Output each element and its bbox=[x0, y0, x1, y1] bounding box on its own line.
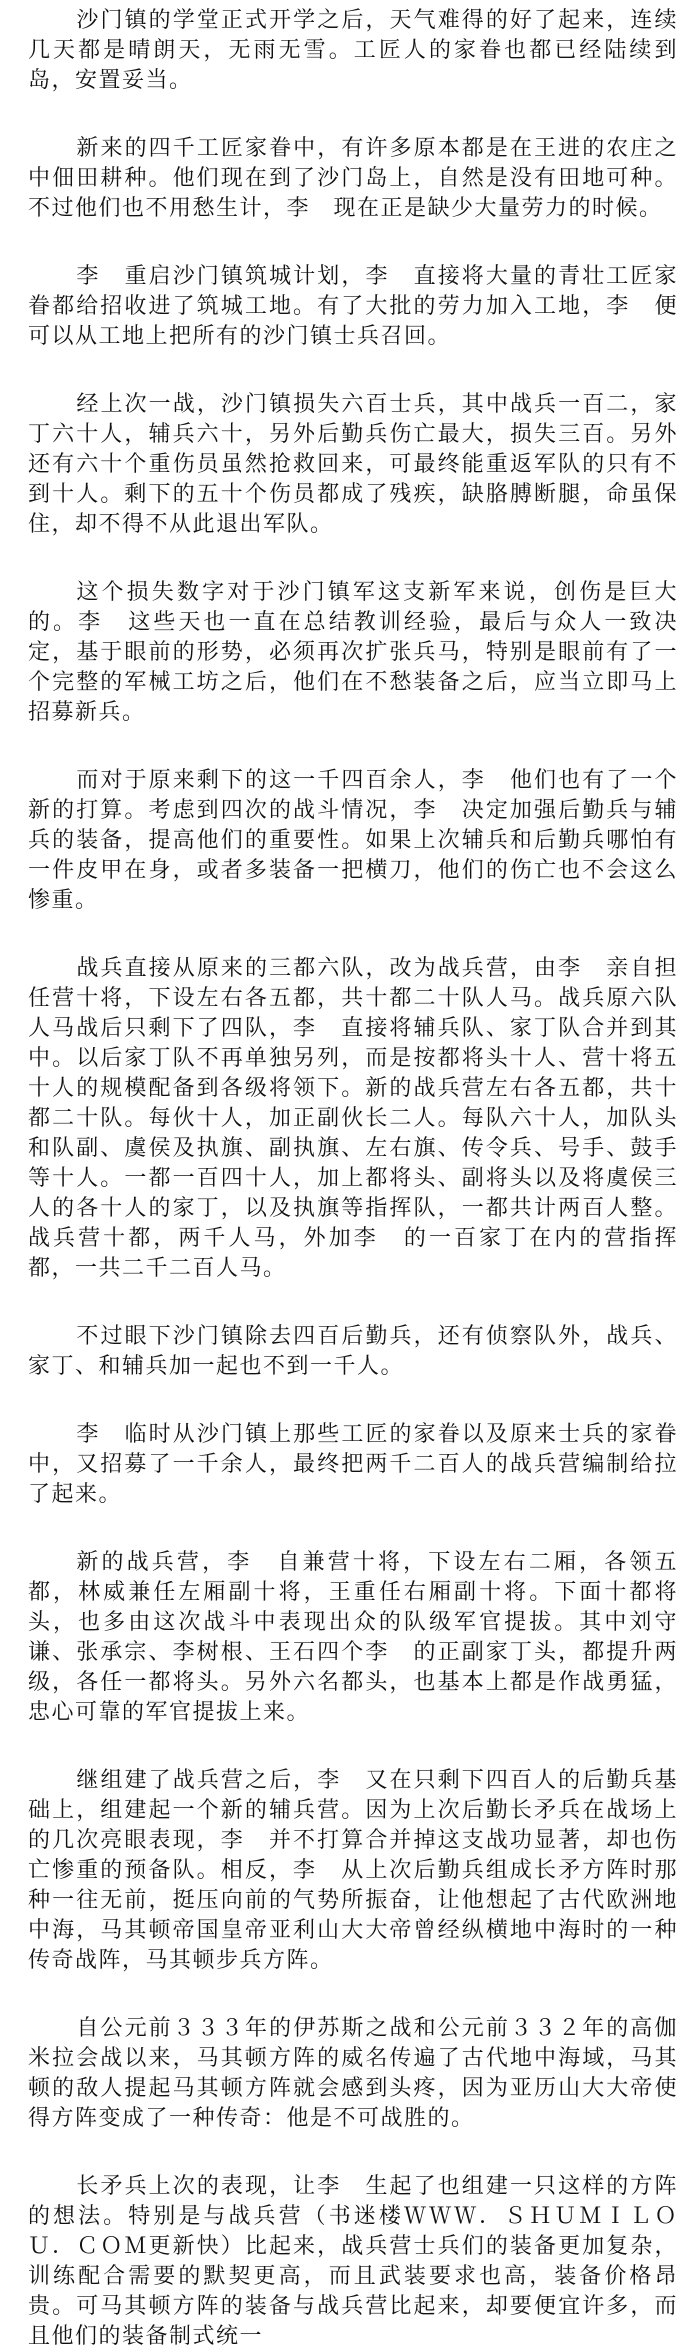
paragraph-10: 新的战兵营，李 自兼营十将，下设左右二厢，各领五都，林威兼任左厢副十将，王重任右厢副十将。下面十都将头，也多由这次战斗中表现出众的队级军官提拔。其中刘守谦、张承宗、李树根、王石四个李 的正副家丁头，都提升两级，各任一都将头。另外六名都头，也基本上都是作战勇猛，忠心可靠的军官提拔上来。 bbox=[28, 1550, 678, 1725]
paragraph-1: 沙门镇的学堂正式开学之后，天气难得的好了起来，连续几天都是晴朗天，无雨无雪。工匠人的家眷也都已经陆续到岛，安置妥当。 bbox=[28, 8, 678, 93]
paragraph-4: 经上次一战，沙门镇损失六百士兵，其中战兵一百二，家丁六十人，辅兵六十，另外后勤兵伤亡最大，损失三百。另外还有六十个重伤员虽然抢救回来，可最终能重返军队的只有不到十人。剩下的五十个伤员都成了残疾，缺胳膊断腿，命虽保住，却不得不从此退出军队。 bbox=[28, 392, 678, 537]
paragraph-8: 不过眼下沙门镇除去四百后勤兵，还有侦察队外，战兵、家丁、和辅兵加一起也不到一千人。 bbox=[28, 1324, 678, 1379]
paragraph-3: 李 重启沙门镇筑城计划，李 直接将大量的青壮工匠家眷都给招收进了筑城工地。有了大批的劳力加入工地，李 便可以从工地上把所有的沙门镇士兵召回。 bbox=[28, 264, 678, 349]
paragraph-6: 而对于原来剩下的这一千四百余人，李 他们也有了一个新的打算。考虑到四次的战斗情况，李 决定加强后勤兵与辅兵的装备，提高他们的重要性。如果上次辅兵和后勤兵哪怕有一件皮甲在身，或者多装备一把横刀，他们的伤亡也不会这么惨重。 bbox=[28, 768, 678, 913]
paragraph-13: 长矛兵上次的表现，让李 生起了也组建一只这样的方阵的想法。特别是与战兵营（书迷楼ＷＷＷ．ＳＨＵＭＩＬＯＵ．ＣＯＭ更新快）比起来，战兵营士兵们的装备更加复杂，训练配合需要的默契更高，而且武装要求也高，装备价格昂贵。可马其顿方阵的装备与战兵营比起来，却要便宜许多，而且他们的装备制式统一 bbox=[28, 2174, 678, 2349]
paragraph-7: 战兵直接从原来的三都六队，改为战兵营，由李 亲自担任营十将，下设左右各五都，共十都二十队人马。战兵原六队人马战后只剩下了四队，李 直接将辅兵队、家丁队合并到其中。以后家丁队不再单独另列，而是按都将头十人、营十将五十人的规模配备到各级将领下。新的战兵营左右各五都，共十都二十队。每伙十人，加正副伙长二人。每队六十人，加队头和队副、虞侯及执旗、副执旗、左右旗、传令兵、号手、鼓手等十人。一都一百四十人，加上都将头、副将头以及将虞侯三人的各十人的家丁，以及执旗等指挥队，一都共计两百人整。战兵营十都，两千人马，外加李 的一百家丁在内的营指挥都，一共二千二百人马。 bbox=[28, 956, 678, 1281]
paragraph-2: 新来的四千工匠家眷中，有许多原本都是在王进的农庄之中佃田耕种。他们现在到了沙门岛上，自然是没有田地可种。不过他们也不用愁生计，李 现在正是缺少大量劳力的时候。 bbox=[28, 136, 678, 221]
paragraph-12: 自公元前３３３年的伊苏斯之战和公元前３３２年的高伽米拉会战以来，马其顿方阵的威名传遍了古代地中海域，马其顿的敌人提起马其顿方阵就会感到头疼，因为亚历山大大帝使得方阵变成了一种传奇：他是不可战胜的。 bbox=[28, 2016, 678, 2131]
paragraph-5: 这个损失数字对于沙门镇军这支新军来说，创伤是巨大的。李 这些天也一直在总结教训经验，最后与众人一致决定，基于眼前的形势，必须再次扩张兵马，特别是眼前有了一个完整的军械工坊之后，他们在不愁装备之后，应当立即马上招募新兵。 bbox=[28, 580, 678, 725]
paragraph-9: 李 临时从沙门镇上那些工匠的家眷以及原来士兵的家眷中，又招募了一千余人，最终把两千二百人的战兵营编制给拉了起来。 bbox=[28, 1422, 678, 1507]
paragraph-11: 继组建了战兵营之后，李 又在只剩下四百人的后勤兵基础上，组建起一个新的辅兵营。因为上次后勤长矛兵在战场上的几次亮眼表现，李 并不打算合并掉这支战功显著，却也伤亡惨重的预备队。相反，李 从上次后勤兵组成长矛方阵时那种一往无前，挺压向前的气势所振奋，让他想起了古代欧洲地中海，马其顿帝国皇帝亚利山大大帝曾经纵横地中海时的一种传奇战阵，马其顿步兵方阵。 bbox=[28, 1768, 678, 1973]
